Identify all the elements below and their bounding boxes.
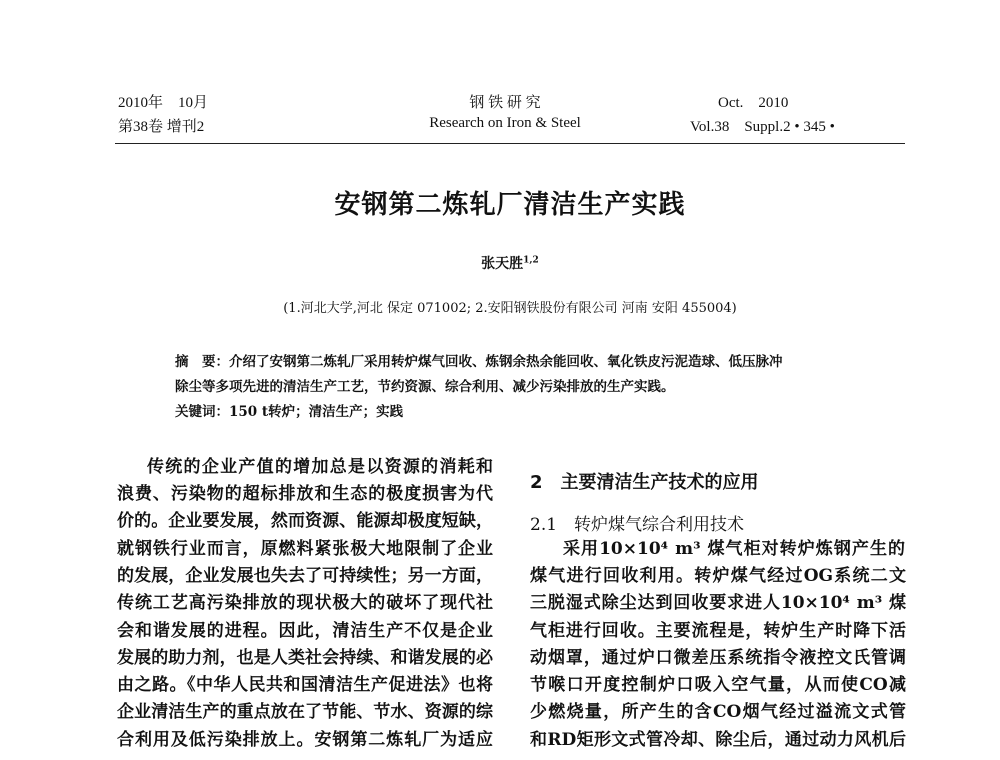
journal-name-cn: 钢 铁 研 究 [469,95,541,111]
author-name: 张天胜 [481,256,524,272]
body-line: 由之路。《中华人民共和国清洁生产促进法》也将 [117,675,493,695]
author [0,253,1000,273]
body-line: 节喉口开度控制炉口吸入空气量，从而使CO减 [530,675,906,695]
body-line: 发展的助力剂，也是人类社会持续、和谐发展的必 [117,648,493,668]
abstract-line: 除尘等多项先进的清洁生产工艺，节约资源、综合利用、减少污染排放的生产实践。 [175,379,675,395]
body-line: 就钢铁行业而言，原燃料紧张极大地限制了企业 [117,539,493,559]
body-line: 少燃烧量，所产生的含CO烟气经过溢流文式管 [530,702,906,722]
header-volume-cn: 第38卷 增刊2 [118,119,205,135]
body-line: 采用10×10⁴ m³ 煤气柜对转炉炼钢产生的 [563,539,905,559]
journal-name-en: Research on Iron & Steel [429,115,581,131]
subsection-heading: 2.1 转炉煤气综合利用技术 [530,515,745,535]
body-line: 传统工艺高污染排放的现状极大的破坏了现代社 [117,593,493,613]
body-line: 的发展，企业发展也失去了可持续性；另一方面， [117,566,493,586]
header-date-en: Oct. 2010 [718,95,789,111]
author-affiliation-marks: 1,2 [523,255,539,266]
abstract-line: 摘 要：介绍了安钢第二炼轧厂采用转炉煤气回收、炼钢余热余能回收、氧化铁皮污泥造球、低压脉冲 [175,354,783,370]
body-line: 会和谐发展的进程。因此，清洁生产不仅是企业 [117,621,493,641]
body-line: 传统的企业产值的增加总是以资源的消耗和 [147,457,493,477]
section-heading: 2 主要清洁生产技术的应用 [530,472,759,493]
header-rule [115,143,905,144]
body-line: 企业清洁生产的重点放在了节能、节水、资源的综 [117,702,493,722]
body-line: 和RD矩形文式管冷却、除尘后，通过动力风机后 [530,730,906,750]
body-line: 合利用及低污染排放上。安钢第二炼轧厂为适应 [117,730,493,750]
body-line: 气柜进行回收。主要流程是，转炉生产时降下活 [530,621,906,641]
keywords: 关键词：150 t转炉；清洁生产；实践 [175,404,404,420]
affiliation: (1.河北大学,河北 保定 071002; 2.安阳钢铁股份有限公司 河南 安阳 455004) [283,301,737,316]
header-date-cn: 2010年 10月 [118,95,209,111]
body-line: 三脱湿式除尘达到回收要求进人10×10⁴ m³ 煤 [530,593,906,613]
body-line: 浪费、污染物的超标排放和生态的极度损害为代 [117,484,493,504]
header-volume-page: Vol.38 Suppl.2 • 345 • [690,119,835,135]
paper-title: 安钢第二炼轧厂清洁生产实践 [334,190,686,220]
body-line: 煤气进行回收利用。转炉煤气经过OG系统二文 [530,566,906,586]
body-line: 价的。企业要发展，然而资源、能源却极度短缺， [117,511,493,531]
body-line: 动烟罩，通过炉口微差压系统指令液控文氏管调 [530,648,906,668]
